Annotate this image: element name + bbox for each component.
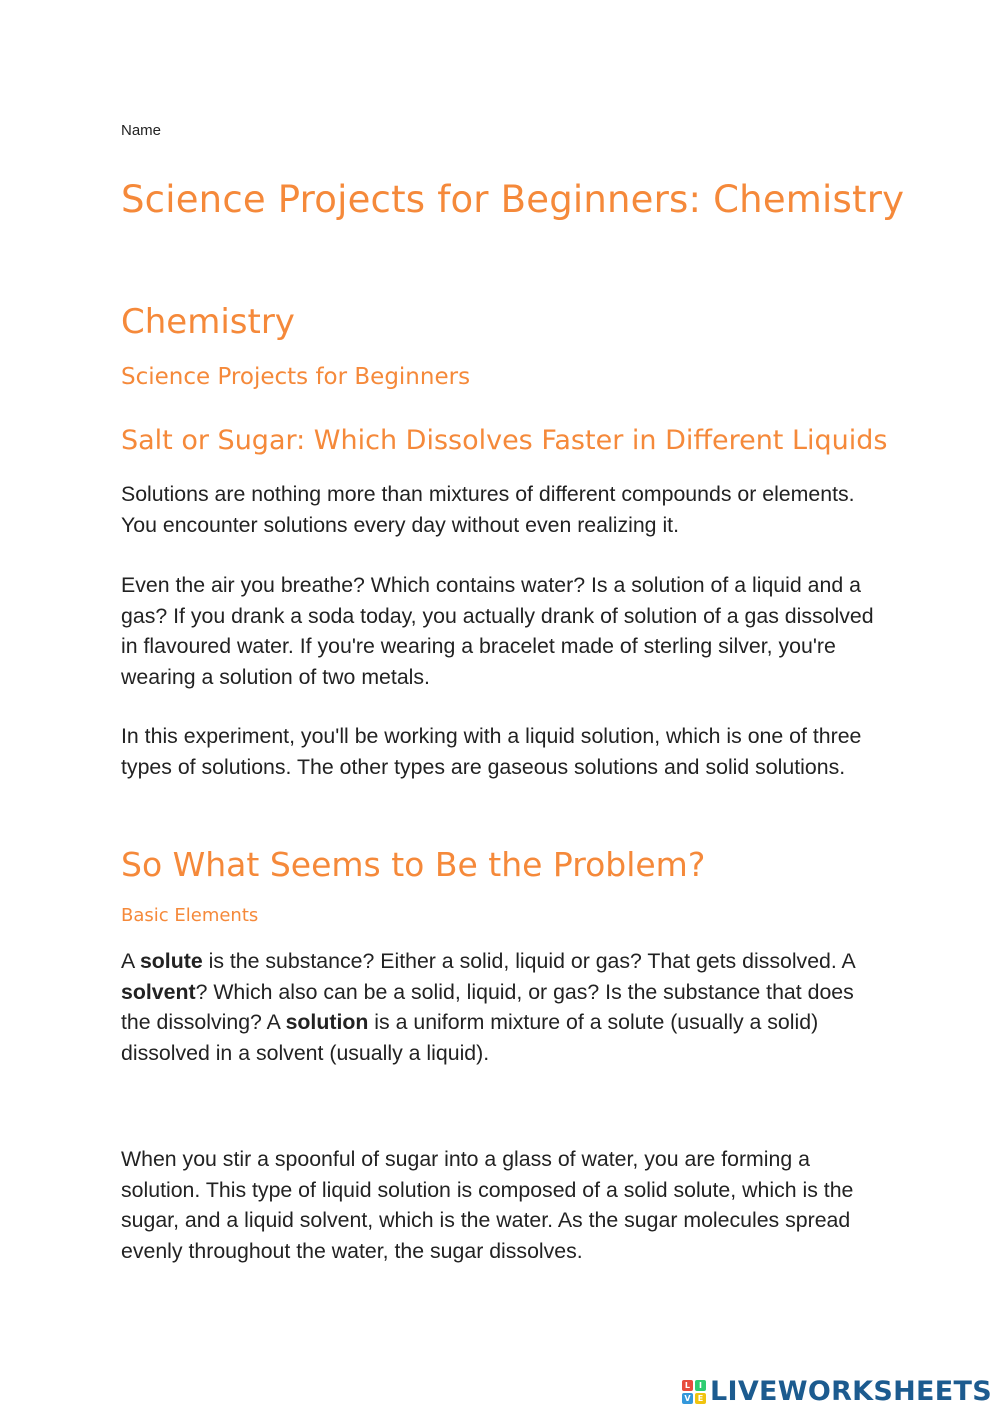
definition-text: is the substance? Either a solid, liquid or gas? That gets dissolved. A <box>202 949 855 973</box>
logo-letter-i: I <box>695 1380 706 1391</box>
logo-letter-l: L <box>682 1380 693 1391</box>
liveworksheets-logo[interactable] <box>682 1376 992 1407</box>
name-label: Name <box>121 122 162 139</box>
paragraph-experiment-type: In this experiment, you'll be working with a liquid solution, which is one of three types of solutions. The other types are gaseous solutions and solid solutions. <box>121 724 862 779</box>
term-solution: solution <box>285 1010 369 1034</box>
logo-letter-e: E <box>695 1393 706 1404</box>
experiment-heading: Salt or Sugar: Which Dissolves Faster in Different Liquids <box>121 425 888 456</box>
paragraph-sugar-example: When you stir a spoonful of sugar into a glass of water, you are forming a solution. This type of liquid solution is composed of a solid solute, which is the sugar, and a liquid solvent, which is the water. As the sugar molecules spread evenly throughout the water, the sugar dissolves. <box>121 1147 854 1263</box>
paragraph-solutions-intro: Solutions are nothing more than mixtures of different compounds or elements. You encounter solutions every day without even realizing it. <box>121 482 855 537</box>
logo-letter-v: V <box>682 1393 693 1404</box>
logo-mark-icon <box>682 1380 706 1404</box>
basic-elements-heading: Basic Elements <box>121 905 259 926</box>
problem-heading: So What Seems to Be the Problem? <box>121 845 706 884</box>
section-heading-chemistry: Chemistry <box>121 302 295 342</box>
term-solute: solute <box>139 949 203 973</box>
paragraph-air-example: Even the air you breathe? Which contains water? Is a solution of a liquid and a gas? If you drank a soda today, you actually drank of solution of a gas dissolved in flavoured water. If you're wearing a bracelet made of sterling silver, you're wearing a solution of two metals. <box>121 573 874 689</box>
definition-text: A <box>121 949 140 973</box>
definition-text: ? Which also can be a solid, liquid, or gas? Is the substance that does the dissolving? A <box>121 979 854 1034</box>
term-solvent: solvent <box>121 979 196 1004</box>
logo-text: LIVEWORKSHEETS <box>709 1376 992 1407</box>
worksheet-title: Science Projects for Beginners: Chemistry <box>121 178 905 221</box>
definition-text: is a uniform mixture of a solute (usually a solid) dissolved in a solvent (usually a liquid). <box>121 1010 819 1065</box>
subheading-science-projects: Science Projects for Beginners <box>121 364 471 390</box>
paragraph-definitions <box>121 946 881 1068</box>
